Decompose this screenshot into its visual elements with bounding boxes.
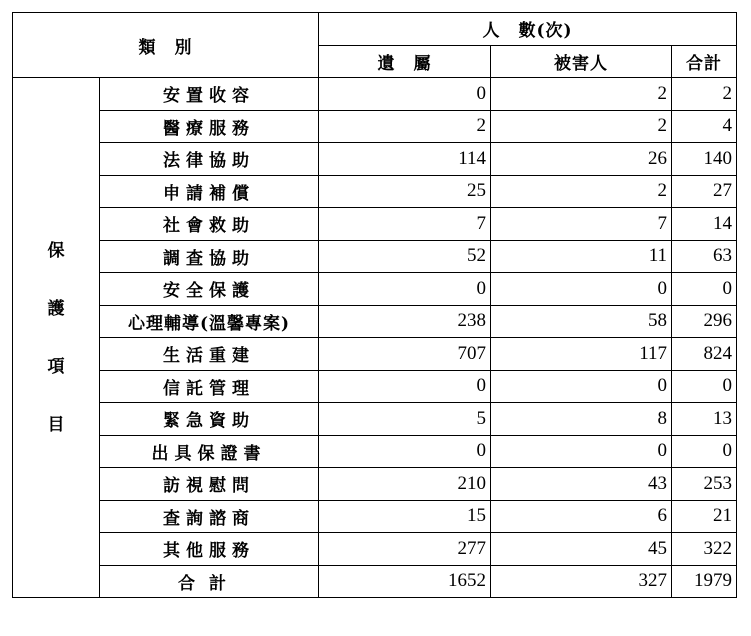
family-count-cell: 25 xyxy=(319,175,491,208)
table-row xyxy=(13,533,737,566)
table-row xyxy=(13,305,737,338)
item-label: 信託管理 xyxy=(100,370,319,403)
total-family-cell: 1652 xyxy=(319,565,491,598)
total-count-cell: 2 xyxy=(672,78,737,111)
total-count-cell: 0 xyxy=(672,273,737,306)
item-label: 社會救助 xyxy=(100,208,319,241)
total-count-cell: 27 xyxy=(672,175,737,208)
group-label-char: 保 xyxy=(47,240,65,261)
table-row xyxy=(13,175,737,208)
item-label: 安全保護 xyxy=(100,273,319,306)
table-row xyxy=(13,110,737,143)
table-row xyxy=(13,240,737,273)
family-count-cell: 238 xyxy=(319,305,491,338)
protection-items-group-label xyxy=(13,78,100,598)
table-row xyxy=(13,273,737,306)
victim-count-cell: 117 xyxy=(491,338,672,371)
family-count-cell: 52 xyxy=(319,240,491,273)
grand-total-cell: 1979 xyxy=(672,565,737,598)
total-victim-cell: 327 xyxy=(491,565,672,598)
category-header: 類 別 xyxy=(13,13,319,78)
total-count-cell: 63 xyxy=(672,240,737,273)
victim-count-cell: 0 xyxy=(491,435,672,468)
table-row xyxy=(13,370,737,403)
victim-count-cell: 2 xyxy=(491,175,672,208)
family-count-cell: 0 xyxy=(319,273,491,306)
family-count-cell: 15 xyxy=(319,500,491,533)
table-row xyxy=(13,435,737,468)
table-row xyxy=(13,143,737,176)
table-row xyxy=(13,338,737,371)
item-label: 緊急資助 xyxy=(100,403,319,436)
total-count-cell: 21 xyxy=(672,500,737,533)
family-count-cell: 0 xyxy=(319,370,491,403)
total-count-cell: 4 xyxy=(672,110,737,143)
victim-count-cell: 0 xyxy=(491,370,672,403)
total-count-cell: 296 xyxy=(672,305,737,338)
victim-count-cell: 26 xyxy=(491,143,672,176)
item-label: 申請補償 xyxy=(100,175,319,208)
victim-count-cell: 6 xyxy=(491,500,672,533)
item-label: 安置收容 xyxy=(100,78,319,111)
group-label-char: 項 xyxy=(47,356,65,377)
victim-count-cell: 8 xyxy=(491,403,672,436)
family-count-cell: 7 xyxy=(319,208,491,241)
header-row-1 xyxy=(13,13,737,46)
item-label: 出具保證書 xyxy=(100,435,319,468)
protection-statistics-table xyxy=(12,12,737,598)
total-count-cell: 14 xyxy=(672,208,737,241)
table-row xyxy=(13,500,737,533)
item-label: 生活重建 xyxy=(100,338,319,371)
total-count-cell: 0 xyxy=(672,435,737,468)
total-count-cell: 253 xyxy=(672,468,737,501)
item-label: 法律協助 xyxy=(100,143,319,176)
item-label: 訪視慰問 xyxy=(100,468,319,501)
group-label-char: 護 xyxy=(47,298,65,319)
family-count-cell: 0 xyxy=(319,78,491,111)
item-label: 醫療服務 xyxy=(100,110,319,143)
total-count-cell: 0 xyxy=(672,370,737,403)
table-row xyxy=(13,403,737,436)
total-column-header: 合計 xyxy=(672,45,737,78)
total-row-label: 合計 xyxy=(100,565,319,598)
victim-count-cell: 2 xyxy=(491,78,672,111)
table-row xyxy=(13,208,737,241)
family-column-header: 遺 屬 xyxy=(319,45,491,78)
total-count-cell: 322 xyxy=(672,533,737,566)
item-label: 查詢諮商 xyxy=(100,500,319,533)
total-count-cell: 824 xyxy=(672,338,737,371)
table-row xyxy=(13,78,737,111)
family-count-cell: 114 xyxy=(319,143,491,176)
family-count-cell: 2 xyxy=(319,110,491,143)
victim-column-header: 被害人 xyxy=(491,45,672,78)
total-count-cell: 140 xyxy=(672,143,737,176)
total-row xyxy=(13,565,737,598)
item-label: 調查協助 xyxy=(100,240,319,273)
item-label: 心理輔導(溫馨專案) xyxy=(100,305,319,338)
group-label-char: 目 xyxy=(47,414,65,435)
victim-count-cell: 43 xyxy=(491,468,672,501)
family-count-cell: 707 xyxy=(319,338,491,371)
victim-count-cell: 58 xyxy=(491,305,672,338)
family-count-cell: 210 xyxy=(319,468,491,501)
family-count-cell: 277 xyxy=(319,533,491,566)
total-count-cell: 13 xyxy=(672,403,737,436)
family-count-cell: 5 xyxy=(319,403,491,436)
victim-count-cell: 11 xyxy=(491,240,672,273)
victim-count-cell: 2 xyxy=(491,110,672,143)
victim-count-cell: 45 xyxy=(491,533,672,566)
count-group-header: 人 數(次) xyxy=(319,13,737,46)
table-row xyxy=(13,468,737,501)
victim-count-cell: 0 xyxy=(491,273,672,306)
family-count-cell: 0 xyxy=(319,435,491,468)
victim-count-cell: 7 xyxy=(491,208,672,241)
item-label: 其他服務 xyxy=(100,533,319,566)
